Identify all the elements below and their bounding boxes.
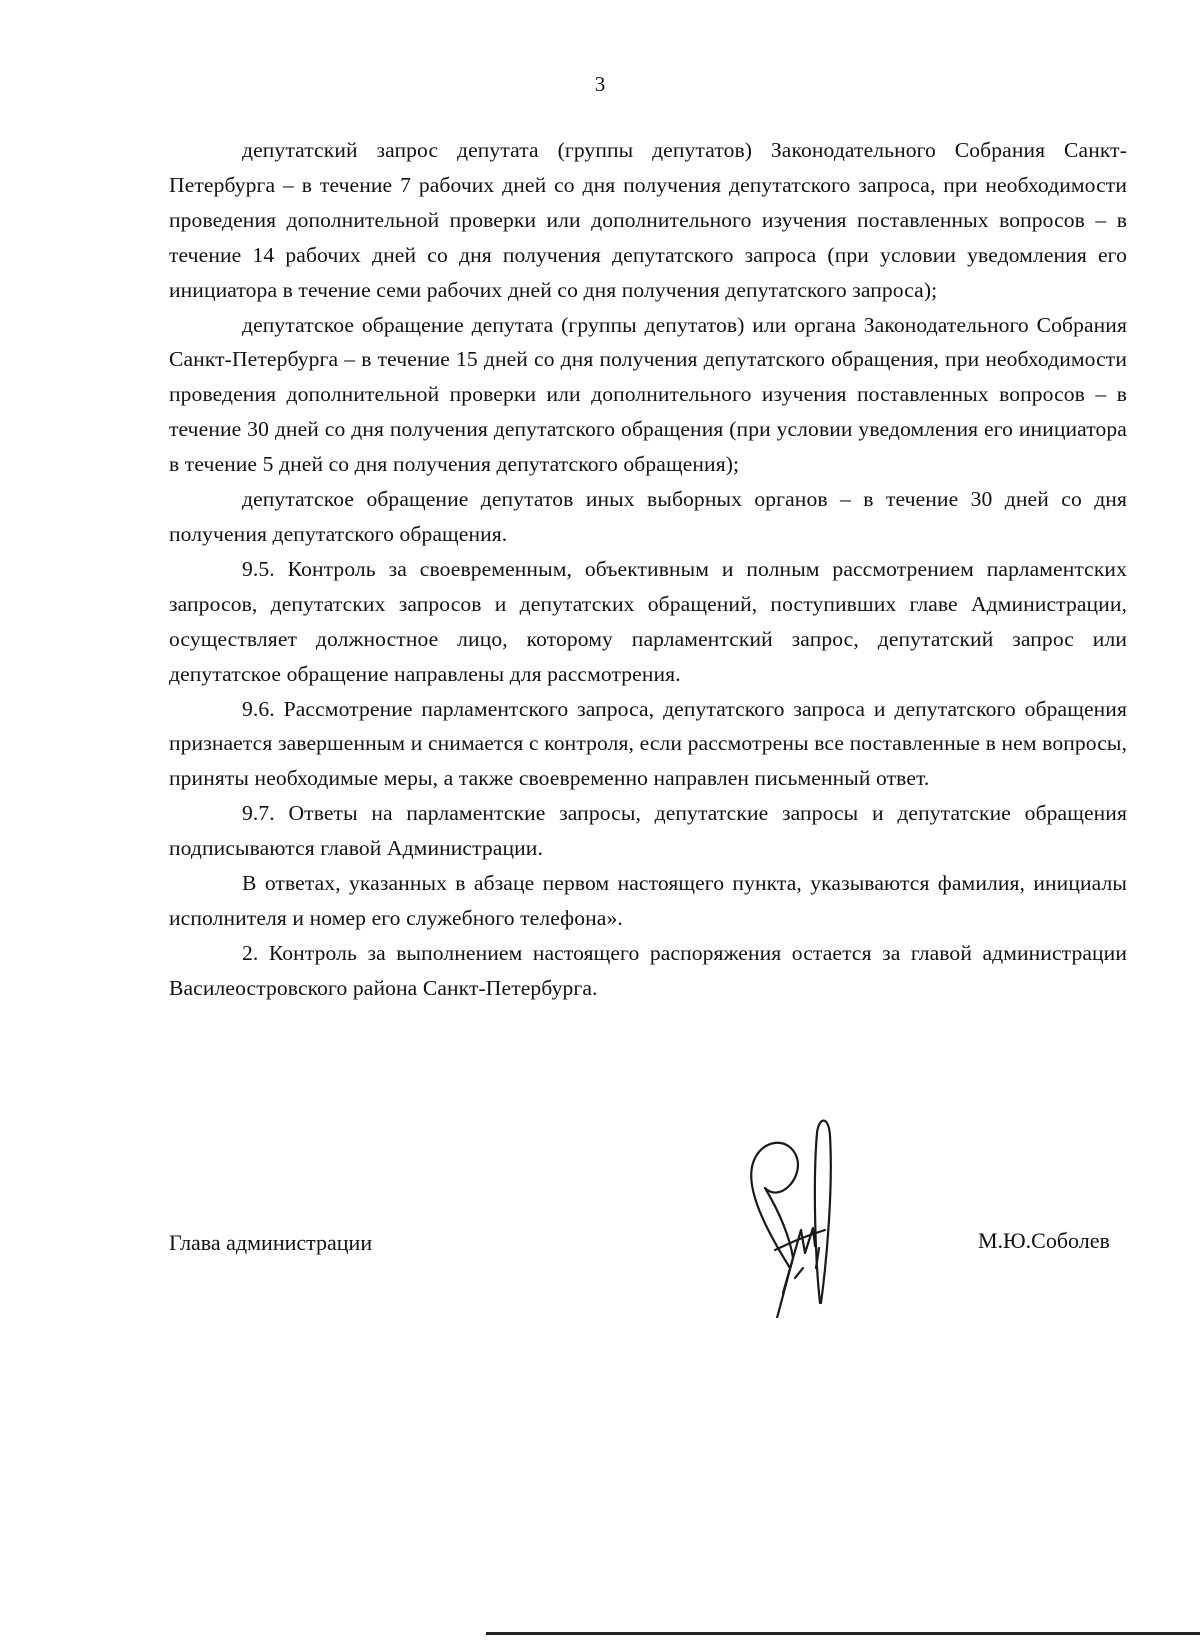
paragraph-9-5: 9.5. Контроль за своевременным, объективным и полным рассмотрением парламентских запросов, депутатских запросов и депутатских обращений, поступивших главе Администрации, осуществляет должностное лицо, которому парламентский запрос, депутатский запрос или депутатское обращение направлены для рассмотрения. (169, 556, 1127, 686)
paragraph-9-7: 9.7. Ответы на парламентские запросы, депутатские запросы и депутатские обращения подписываются главой Администрации. (169, 801, 1127, 861)
paragraph-control: 2. Контроль за выполнением настоящего распоряжения остается за главой администрации Василеостровского района Санкт-Петербурга. (169, 940, 1127, 1000)
page-number: 3 (594, 72, 606, 96)
signatory-name: М.Ю.Соболев (978, 1228, 1110, 1253)
paragraph-other-bodies-appeal: депутатское обращение депутатов иных выборных органов – в течение 30 дней со дня получения депутатского обращения. (169, 487, 1127, 546)
paragraph-answers-details: В ответах, указанных в абзаце первом настоящего пункта, указываются фамилия, инициалы исполнителя и номер его служебного телефона». (169, 871, 1127, 930)
paragraph-9-6: 9.6. Рассмотрение парламентского запроса, депутатского запроса и депутатского обращения признается завершенным и снимается с контроля, если рассмотрены все поставленные в нем вопросы, приняты необходимые меры, а также своевременно направлен письменный ответ. (169, 696, 1127, 791)
paragraph-deputy-request: депутатский запрос депутата (группы депутатов) Законодательного Собрания Санкт-Петербурга – в течение 7 рабочих дней со дня получения депутатского запроса, при необходимости проведения дополнительной проверки или дополнительного изучения поставленных вопросов – в течение 14 рабочих дней со дня получения депутатского запроса (при условии уведомления его инициатора в течение семи рабочих дней со дня получения депутатского запроса); (169, 138, 1127, 302)
signatory-position: Глава администрации (169, 1230, 373, 1255)
handwritten-signature-icon (735, 1118, 875, 1318)
paragraph-deputy-appeal: депутатское обращение депутата (группы депутатов) или органа Законодательного Собрания Санкт-Петербурга – в течение 15 дней со дня получения депутатского обращения, при необходимости проведения дополнительной проверки или дополнительного изучения поставленных вопросов – в течение 30 дней со дня получения депутатского обращения (при условии уведомления его инициатора в течение 5 дней со дня получения депутатского обращения); (169, 312, 1127, 477)
document-body (169, 133, 1127, 1006)
scan-edge-line (486, 1632, 1200, 1635)
